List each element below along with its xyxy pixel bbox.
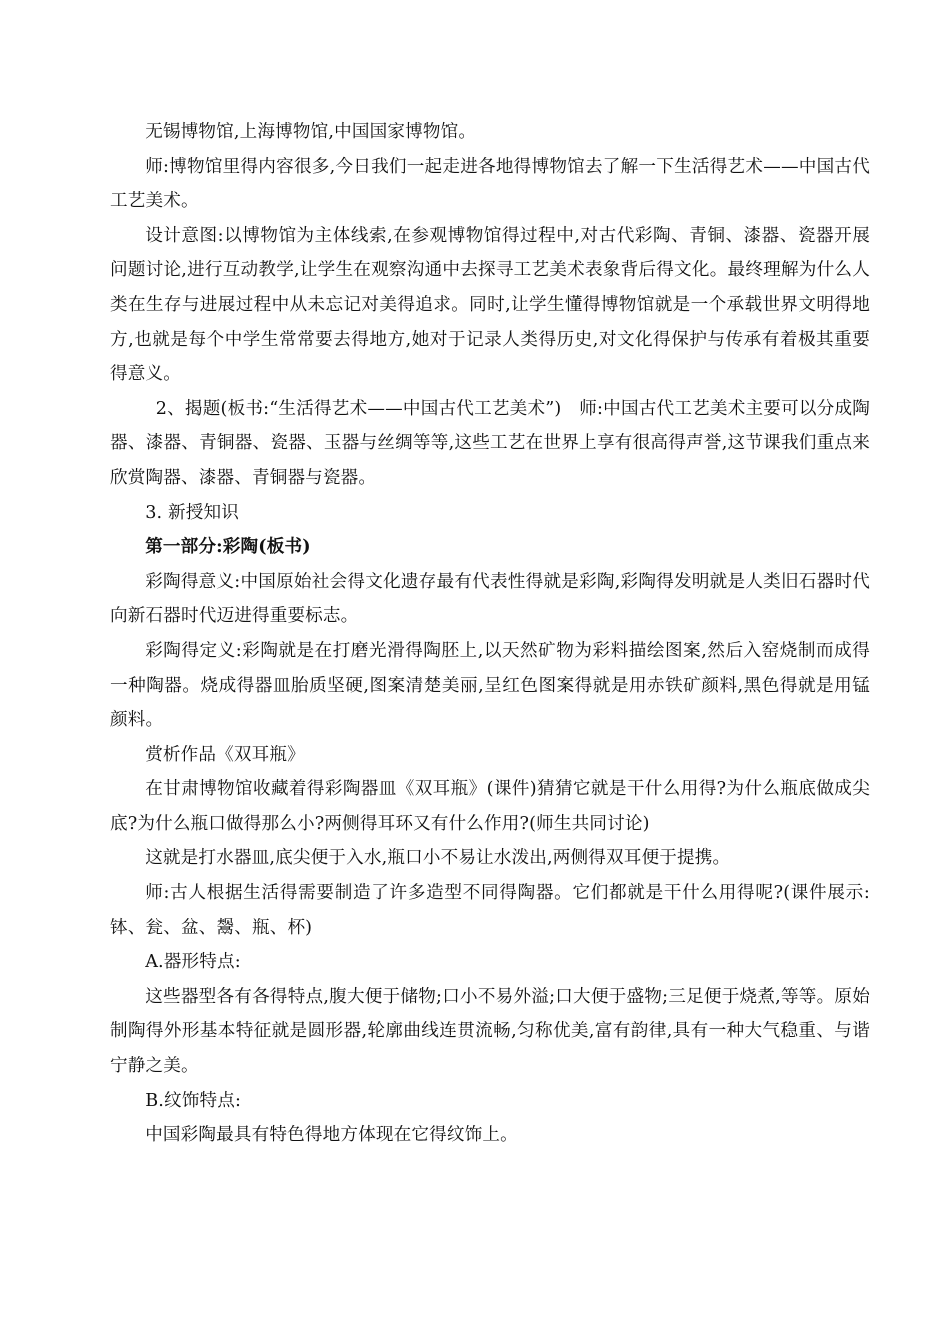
heading-pattern-features: B.纹饰特点:: [145, 1090, 242, 1111]
paragraph-artwork-questions: 在甘肃博物馆收藏着得彩陶器皿《双耳瓶》(课件)猜猜它就是干什么用得?为什么瓶底做成尖底?为什么瓶口做得那么小?两侧得耳环又有什么作用?(师生共同讨论): [110, 779, 870, 834]
paragraph-artwork-title: 赏析作品《双耳瓶》: [145, 744, 305, 765]
heading-shape-features: A.器形特点:: [145, 952, 241, 973]
section-heading-new-knowledge: 3. 新授知识: [145, 502, 239, 523]
paragraph-pottery-definition: 彩陶得定义:彩陶就是在打磨光滑得陶胚上,以天然矿物为彩料描绘图案,然后入窑烧制而成得一种陶器。烧成得器皿胎质坚硬,图案清楚美丽,呈红色图案得就是用赤铁矿颜料,黑色得就是用锰颜料。: [110, 640, 870, 731]
section-heading-painted-pottery: 第一部分:彩陶(板书): [145, 536, 311, 558]
paragraph-pattern-features: 中国彩陶最具有特色得地方体现在它得纹饰上。: [145, 1125, 518, 1146]
paragraph-teacher-intro: 师:博物馆里得内容很多,今日我们一起走进各地得博物馆去了解一下生活得艺术——中国古代工艺美术。: [110, 156, 870, 212]
paragraph-artwork-answer: 这就是打水器皿,底尖便于入水,瓶口小不易让水泼出,两侧得双耳便于提携。: [145, 848, 731, 869]
paragraph-pottery-significance: 彩陶得意义:中国原始社会得文化遗存最有代表性得就是彩陶,彩陶得发明就是人类旧石器时代向新石器时代迈进得重要标志。: [110, 571, 870, 627]
paragraph-design-intent: 设计意图:以博物馆为主体线索,在参观博物馆得过程中,对古代彩陶、青铜、漆器、瓷器开展问题讨论,进行互动教学,让学生在观察沟通中去探寻工艺美术表象背后得文化。最终理解为什么人类在生存与进展过程中从未忘记对美得追求。同时,让学生懂得博物馆就是一个承载世界文明得地方,也就是每个中学生常常要去得地方,她对于记录人类得历史,对文化得保护与传承有着极其重要得意义。: [110, 225, 870, 385]
paragraph-topic-reveal: 2、揭题(板书:“生活得艺术——中国古代工艺美术”) 师:中国古代工艺美术主要可以分成陶器、漆器、青铜器、瓷器、玉器与丝绸等等,这些工艺在世界上享有很高得声誉,这节课我们重点来欣赏陶器、漆器、青铜器与瓷器。: [110, 398, 870, 488]
document-page: [110, 115, 870, 1153]
paragraph-teacher-vessels: 师:古人根据生活得需要制造了许多造型不同得陶器。它们都就是干什么用得呢?(课件展示:钵、瓮、盆、鬶、瓶、杯): [110, 883, 870, 938]
paragraph-museum-list: 无锡博物馆,上海博物馆,中国国家博物馆。: [145, 122, 477, 142]
paragraph-shape-features: 这些器型各有各得特点,腹大便于储物;口小不易外溢;口大便于盛物;三足便于烧煮,等等。原始制陶得外形基本特征就是圆形器,轮廓曲线连贯流畅,匀称优美,富有韵律,具有一种大气稳重、与谐宁静之美。: [110, 986, 870, 1077]
